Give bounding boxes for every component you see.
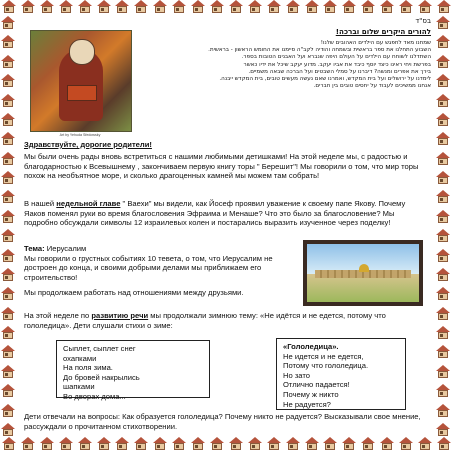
house-icon — [1, 171, 15, 185]
house-icon — [172, 437, 186, 451]
house-icon — [267, 437, 281, 451]
house-icon — [437, 0, 451, 14]
house-icon — [305, 0, 319, 14]
house-icon — [1, 190, 15, 204]
house-icon — [1, 152, 15, 166]
house-border-right — [436, 16, 452, 437]
house-icon — [1, 307, 15, 321]
house-icon — [436, 268, 450, 282]
house-icon — [1, 210, 15, 224]
poem-line: Почему ж никто — [283, 389, 339, 399]
house-icon — [436, 229, 450, 243]
house-icon — [1, 16, 15, 30]
painting-head — [69, 39, 95, 65]
house-icon — [436, 404, 450, 418]
house-icon — [78, 437, 92, 451]
poem-box-snow — [56, 340, 210, 401]
house-icon — [418, 437, 432, 451]
hebrew-line: השתדלנו לשוחח עם הילדים על העולם היפה שנברא ועל האבנים הטובות בספר. — [241, 54, 431, 61]
house-icon — [229, 437, 243, 451]
poem-line: Не радуется? — [283, 399, 331, 409]
house-icon — [153, 437, 167, 451]
picture-land — [307, 274, 419, 302]
house-icon — [2, 437, 16, 451]
poem-line: Отлично падается! — [283, 380, 350, 390]
par2-prefix: В нашей — [24, 199, 57, 208]
house-icon — [361, 0, 375, 14]
house-icon — [1, 74, 15, 88]
house-icon — [323, 437, 337, 451]
painting-book — [67, 85, 97, 101]
house-icon — [172, 0, 186, 14]
paragraph-weekly-portion — [24, 199, 424, 228]
house-icon — [59, 0, 73, 14]
jerusalem-picture — [303, 240, 423, 306]
house-icon — [436, 16, 450, 30]
hebrew-line: אנחנו ממשיכים לעבוד על יחסים טובים בין חברים. — [313, 83, 431, 90]
poem-line: шапками — [63, 382, 95, 392]
poem-title: «Гололедица». — [283, 342, 339, 351]
house-icon — [210, 0, 224, 14]
hebrew-line: לימדנו על ירושלים ועל בית המקדש, ואמרנו שאם נעשה מעשים טובים, בית המקדש ייבנה. — [219, 76, 431, 83]
house-icon — [248, 0, 262, 14]
house-icon — [153, 0, 167, 14]
house-icon — [436, 384, 450, 398]
hebrew-line: בפרשת ויחי ראינו כיצד יוסף כיבד את אביו יעקב. מדוע יעקב שיכל את ידיו כאשר — [243, 61, 431, 68]
poem-line: Не идется и не едется, — [283, 351, 364, 361]
house-icon — [437, 437, 451, 451]
house-icon — [436, 249, 450, 263]
house-border-left — [1, 16, 17, 437]
house-border-top — [0, 0, 453, 16]
theme-title: Иерусалим — [44, 244, 87, 253]
house-icon — [21, 0, 35, 14]
house-icon — [361, 437, 375, 451]
house-icon — [436, 171, 450, 185]
greeting-heading: Здравствуйте, дорогие родители! — [24, 140, 152, 149]
paragraph-speech — [24, 311, 424, 330]
theme-label: Тема: — [24, 244, 45, 253]
par5-prefix: На этой неделе по — [24, 311, 92, 320]
house-icon — [134, 0, 148, 14]
house-icon — [436, 326, 450, 340]
house-icon — [436, 132, 450, 146]
house-icon — [436, 35, 450, 49]
house-icon — [380, 437, 394, 451]
poem-line: Но зато — [283, 370, 310, 380]
house-icon — [267, 0, 281, 14]
house-icon — [323, 0, 337, 14]
hebrew-line: שמחנו מאד לחפגש עם הילדים האהובים שלנו! — [320, 40, 431, 46]
house-icon — [1, 365, 15, 379]
house-icon — [59, 437, 73, 451]
painting-image — [30, 30, 132, 132]
house-icon — [305, 437, 319, 451]
painting-caption: Art by Yehuda Sfedowsky — [59, 133, 101, 137]
house-icon — [286, 437, 300, 451]
house-border-bottom — [0, 437, 453, 453]
house-icon — [248, 437, 262, 451]
house-icon — [97, 0, 111, 14]
paragraph-friends: Мы продолжаем работать над отношениями между друзьями. — [24, 288, 244, 297]
picture-dome — [359, 264, 369, 272]
paragraph-discussion: Дети отвечали на вопросы: Как образуется гололедица? Почему никто не радуется? Высказывали свое мнение, рассуждали о прочитанном стихотворении. — [24, 412, 421, 431]
paragraph-intro: Мы были очень рады вновь встретиться с нашими любимыми детишками! На этой неделе мы, с радостью и благодарностью к Всевышнему , закончиваем первую книгу торы " Берешит"! Мы говорили о том, что мир торы похож на необъятное море, и сколько драгоценных камней мы можем там собрать! — [24, 152, 419, 181]
house-icon — [21, 437, 35, 451]
house-icon — [1, 35, 15, 49]
house-icon — [40, 437, 54, 451]
house-icon — [191, 0, 205, 14]
poem-line: Во дворах дома... — [63, 391, 126, 401]
house-icon — [436, 287, 450, 301]
house-icon — [436, 365, 450, 379]
poem-line: охапками — [63, 353, 97, 363]
house-icon — [342, 437, 356, 451]
house-icon — [436, 423, 450, 437]
house-icon — [229, 0, 243, 14]
house-icon — [1, 249, 15, 263]
house-icon — [1, 132, 15, 146]
house-icon — [1, 268, 15, 282]
house-icon — [2, 0, 16, 14]
poem-line: На поля зима. — [63, 363, 113, 373]
house-icon — [78, 0, 92, 14]
par5-bold: развитию речи — [91, 311, 149, 320]
house-icon — [399, 0, 413, 14]
house-icon — [1, 384, 15, 398]
house-icon — [436, 74, 450, 88]
house-icon — [115, 437, 129, 451]
par2-bold: недельной главе — [56, 199, 121, 208]
house-icon — [1, 404, 15, 418]
par5-rest: мы продолжали зимнюю тему: «Не идётся и не едется, потому что гололедица». Дети слушали стихи о зиме: — [24, 311, 386, 330]
house-icon — [380, 0, 394, 14]
house-icon — [286, 0, 300, 14]
hebrew-title: להורים היקרים שלום וברכה! — [335, 27, 431, 36]
house-icon — [210, 437, 224, 451]
house-icon — [436, 113, 450, 127]
hebrew-line: השבוע התחלנו את ספר בראשית ובשמחה והודיה לקב"ה סיימנו את החומש הראשון - בראשית. — [208, 47, 431, 54]
house-icon — [115, 0, 129, 14]
par2-rest: " Ваехи" мы видели, как Йосеф проявил уважение к своему папе Якову. Почему Яаков поменял руки во время благословения Эфраима и Менаше? Что это было за благословение? Мы подробно обсуждали символы 12 израилевых колен и постарались выразить изученное через поделку! — [24, 199, 406, 228]
theme-body: Мы говорили о грустных событиях 10 тевета, о том, что Иерусалим не достроен до конца, и своими добрыми делами мы приближаем его строительство! — [24, 253, 273, 282]
house-icon — [436, 94, 450, 108]
house-icon — [399, 437, 413, 451]
house-icon — [1, 287, 15, 301]
house-icon — [342, 0, 356, 14]
house-icon — [1, 55, 15, 69]
poem-line: До бровей накрылись — [63, 372, 140, 382]
poem-line: Потому что гололедица. — [283, 361, 369, 371]
house-icon — [1, 229, 15, 243]
house-icon — [1, 423, 15, 437]
newsletter-page — [20, 18, 433, 435]
house-icon — [436, 210, 450, 224]
house-icon — [191, 437, 205, 451]
house-icon — [97, 437, 111, 451]
bsd-mark: בס"ד — [415, 17, 431, 25]
paragraph-theme — [24, 244, 292, 282]
house-icon — [1, 94, 15, 108]
house-icon — [40, 0, 54, 14]
house-icon — [436, 190, 450, 204]
house-icon — [436, 307, 450, 321]
poem-box-ice — [276, 338, 406, 410]
hebrew-body — [138, 40, 431, 90]
hebrew-line: בירך את אפרים ומנשה? דיברנו על סמלי השבטים ועל הברכה שבאה משמיים. — [248, 68, 431, 75]
house-icon — [418, 0, 432, 14]
house-icon — [1, 345, 15, 359]
house-icon — [436, 345, 450, 359]
house-icon — [1, 326, 15, 340]
house-icon — [436, 152, 450, 166]
house-icon — [436, 55, 450, 69]
house-icon — [1, 113, 15, 127]
poem-line: Сыплет, сыплет снег — [63, 344, 136, 353]
house-icon — [134, 437, 148, 451]
